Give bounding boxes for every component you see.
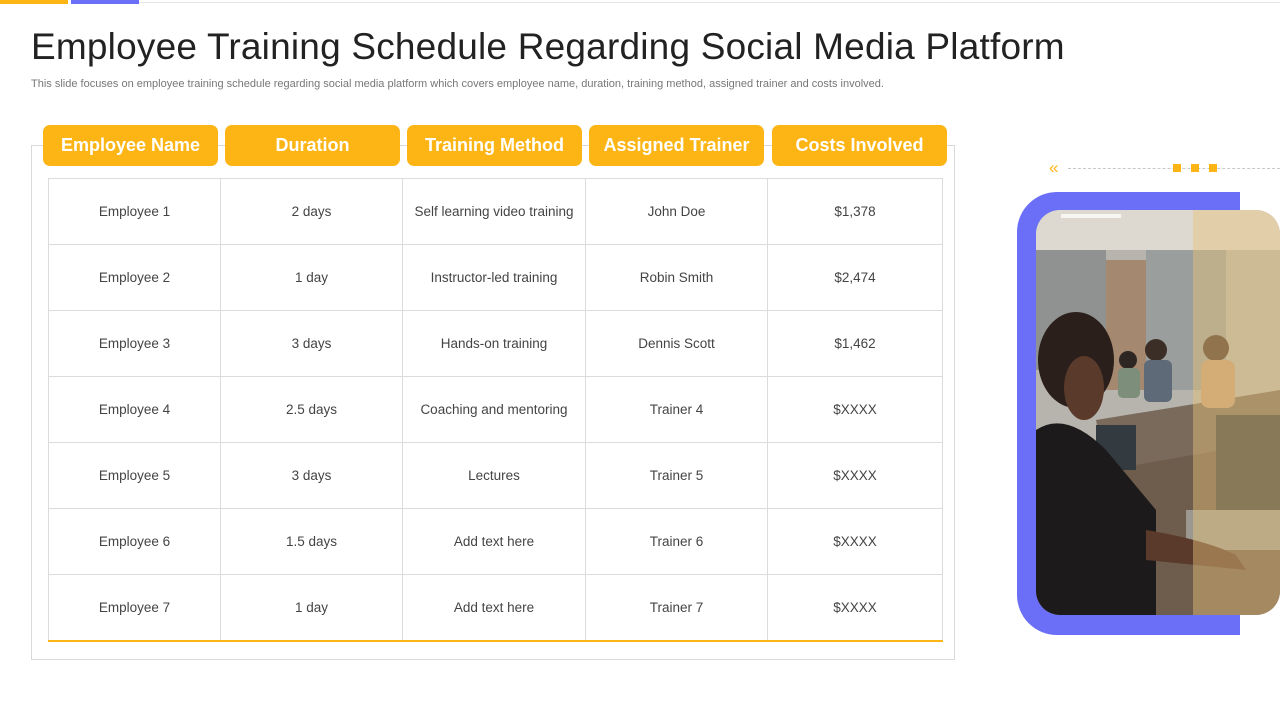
top-accent-purple	[71, 0, 139, 4]
cell-duration: 2 days	[221, 179, 403, 245]
cell-costs-involved: $XXXX	[768, 509, 943, 575]
cell-assigned-trainer: Trainer 6	[586, 509, 768, 575]
training-schedule-table	[48, 178, 943, 642]
cell-training-method: Add text here	[403, 575, 586, 641]
cell-costs-involved: $XXXX	[768, 575, 943, 641]
cell-assigned-trainer: Trainer 5	[586, 443, 768, 509]
cell-costs-involved: $2,474	[768, 245, 943, 311]
square-dot-icon	[1191, 164, 1199, 172]
cell-employee-name: Employee 7	[49, 575, 221, 641]
cell-duration: 3 days	[221, 443, 403, 509]
cell-assigned-trainer: Trainer 4	[586, 377, 768, 443]
table-row	[49, 443, 943, 509]
cell-employee-name: Employee 1	[49, 179, 221, 245]
meeting-room-photo	[1036, 210, 1280, 615]
slide-subtitle: This slide focuses on employee training schedule regarding social media platform which covers employee name, duration, training method, assigned trainer and costs involved.	[31, 78, 884, 90]
table-row	[49, 575, 943, 641]
cell-employee-name: Employee 3	[49, 311, 221, 377]
meeting-photo-illustration	[1036, 210, 1280, 615]
cell-assigned-trainer: Robin Smith	[586, 245, 768, 311]
cell-employee-name: Employee 4	[49, 377, 221, 443]
table-row	[49, 311, 943, 377]
header-duration: Duration	[225, 125, 400, 166]
cell-employee-name: Employee 6	[49, 509, 221, 575]
header-training-method: Training Method	[407, 125, 582, 166]
double-chevron-left-icon: «	[1049, 158, 1059, 177]
cell-duration: 2.5 days	[221, 377, 403, 443]
cell-duration: 3 days	[221, 311, 403, 377]
cell-employee-name: Employee 2	[49, 245, 221, 311]
cell-training-method: Self learning video training	[403, 179, 586, 245]
top-accent-yellow	[0, 0, 68, 4]
header-employee-name: Employee Name	[43, 125, 218, 166]
cell-training-method: Coaching and mentoring	[403, 377, 586, 443]
cell-training-method: Hands-on training	[403, 311, 586, 377]
cell-costs-involved: $1,462	[768, 311, 943, 377]
cell-training-method: Instructor-led training	[403, 245, 586, 311]
cell-assigned-trainer: Dennis Scott	[586, 311, 768, 377]
cell-assigned-trainer: Trainer 7	[586, 575, 768, 641]
table-row	[49, 509, 943, 575]
cell-duration: 1.5 days	[221, 509, 403, 575]
cell-assigned-trainer: John Doe	[586, 179, 768, 245]
cell-duration: 1 day	[221, 575, 403, 641]
slide-title: Employee Training Schedule Regarding Social Media Platform	[31, 26, 1065, 67]
header-costs-involved: Costs Involved	[772, 125, 947, 166]
cell-duration: 1 day	[221, 245, 403, 311]
cell-costs-involved: $XXXX	[768, 377, 943, 443]
square-dot-icon	[1173, 164, 1181, 172]
square-dot-icon	[1209, 164, 1217, 172]
table-row	[49, 377, 943, 443]
cell-costs-involved: $XXXX	[768, 443, 943, 509]
table-row	[49, 245, 943, 311]
top-divider	[139, 2, 1280, 3]
cell-training-method: Add text here	[403, 509, 586, 575]
cell-training-method: Lectures	[403, 443, 586, 509]
cell-employee-name: Employee 5	[49, 443, 221, 509]
header-assigned-trainer: Assigned Trainer	[589, 125, 764, 166]
cell-costs-involved: $1,378	[768, 179, 943, 245]
table-row	[49, 179, 943, 245]
